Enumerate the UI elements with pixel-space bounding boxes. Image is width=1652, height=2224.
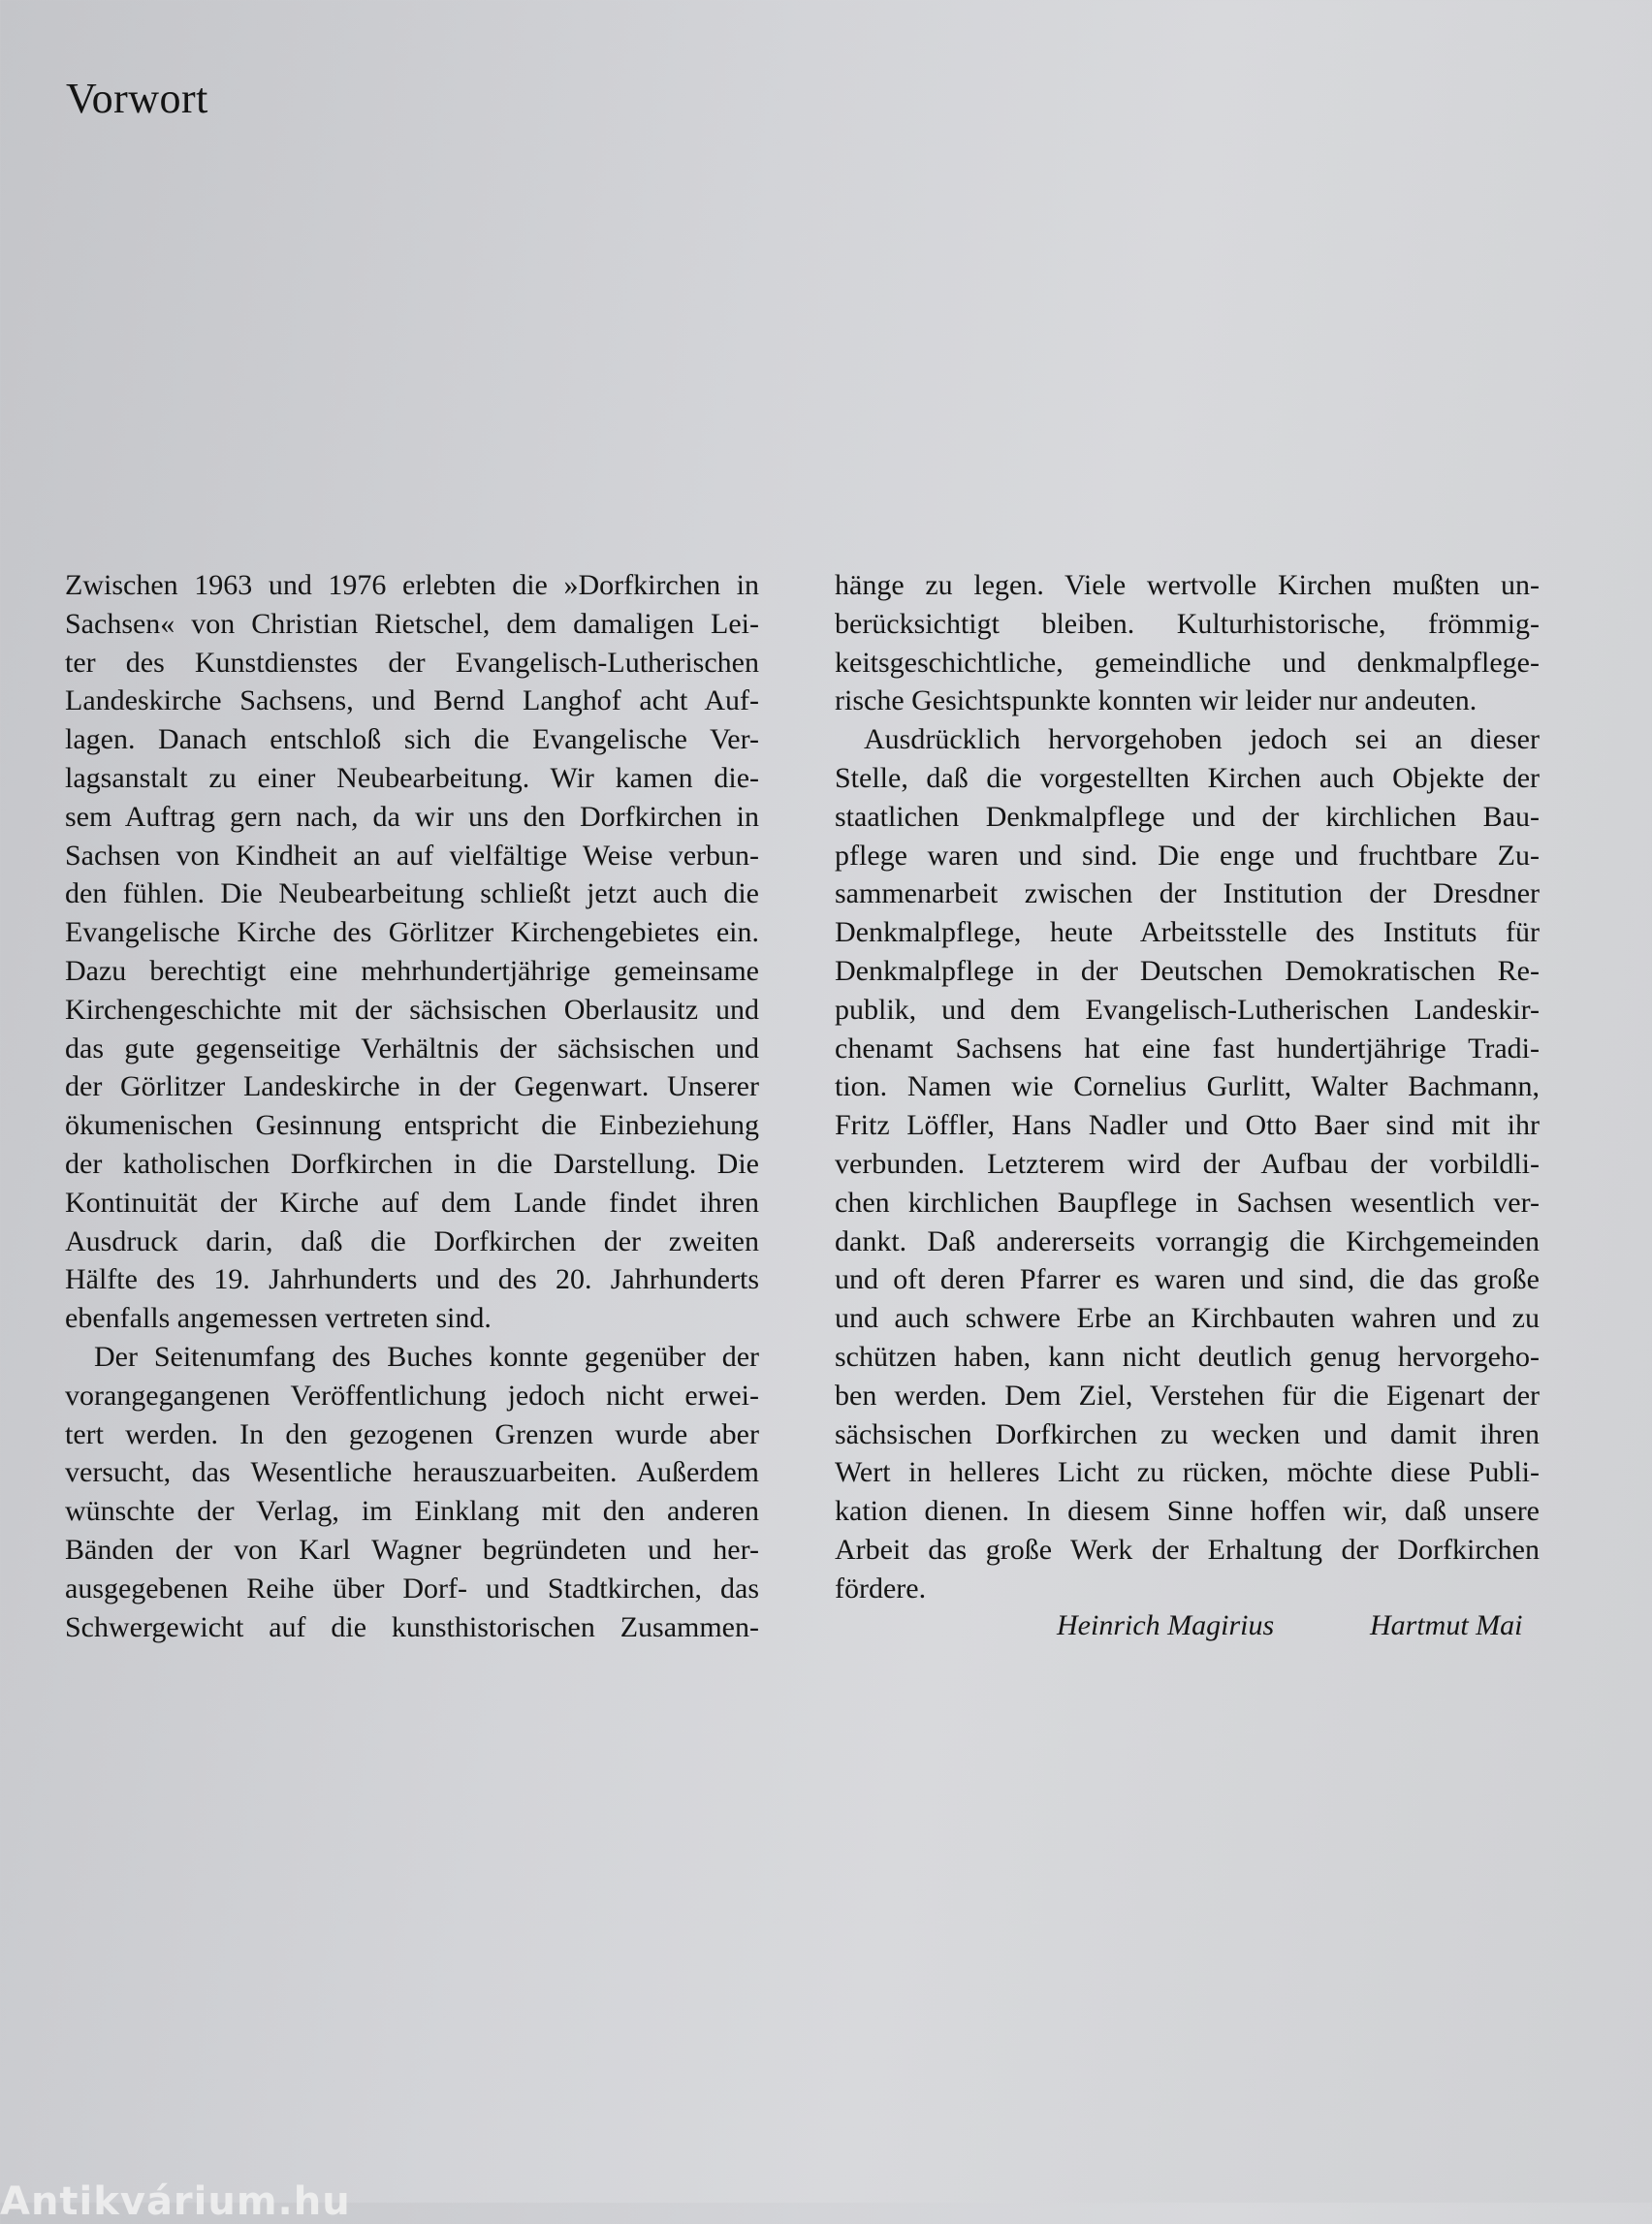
text-line: chenamt Sachsens hat eine fast hundertjährige Tradi-	[835, 1032, 1540, 1064]
text-line: sem Auftrag gern nach, da wir uns den Dorfkirchen in	[65, 800, 759, 833]
text-line: ben werden. Dem Ziel, Verstehen für die Eigenart der	[835, 1379, 1540, 1412]
text-line: verbunden. Letzterem wird der Aufbau der vorbildli-	[835, 1147, 1540, 1180]
text-line: keitsgeschichtliche, gemeindliche und denkmalpflege-	[835, 646, 1540, 679]
text-line: Hälfte des 19. Jahrhunderts und des 20. Jahrhunderts	[65, 1263, 759, 1296]
text-line: Kirchengeschichte mit der sächsischen Oberlausitz und	[65, 993, 759, 1026]
text-line: lagsanstalt zu einer Neubearbeitung. Wir kamen die-	[65, 761, 759, 794]
text-line: fördere.	[835, 1572, 927, 1604]
text-line: Stelle, daß die vorgestellten Kirchen auch Objekte der	[835, 761, 1540, 794]
right-text-column	[835, 566, 1540, 1608]
text-line: ter des Kunstdienstes der Evangelisch-Lutherischen	[65, 646, 759, 679]
text-line: chen kirchlichen Baupflege in Sachsen wesentlich ver-	[835, 1186, 1540, 1219]
text-line: kation dienen. In diesem Sinne hoffen wir, daß unsere	[835, 1495, 1540, 1528]
text-line: berücksichtigt bleiben. Kulturhistorische, frömmig-	[835, 607, 1540, 640]
text-line: tion. Namen wie Cornelius Gurlitt, Walter Bachmann,	[835, 1070, 1540, 1103]
watermark-logo: Antikvárium.hu	[0, 2179, 351, 2224]
text-line: Landeskirche Sachsens, und Bernd Langhof acht Auf-	[65, 684, 759, 717]
page-title: Vorwort	[66, 75, 208, 122]
text-line: dankt. Daß andererseits vorrangig die Kirchgemeinden	[835, 1224, 1540, 1257]
text-line: Kontinuität der Kirche auf dem Lande findet ihren	[65, 1186, 759, 1219]
text-line: versucht, das Wesentliche herauszuarbeiten. Außerdem	[65, 1456, 759, 1489]
text-line: der Görlitzer Landeskirche in der Gegenwart. Unserer	[65, 1070, 759, 1103]
text-line: wünschte der Verlag, im Einklang mit den anderen	[65, 1495, 759, 1528]
text-line: Denkmalpflege, heute Arbeitsstelle des Instituts für	[835, 916, 1540, 949]
text-line: der katholischen Dorfkirchen in die Darstellung. Die	[65, 1147, 759, 1180]
text-line: und auch schwere Erbe an Kirchbauten wahren und zu	[835, 1302, 1540, 1335]
text-line: sächsischen Dorfkirchen zu wecken und damit ihren	[835, 1417, 1540, 1450]
text-line: Sachsen von Kindheit an auf vielfältige Weise verbun-	[65, 839, 759, 872]
text-line: ausgegebenen Reihe über Dorf- und Stadtkirchen, das	[65, 1572, 759, 1604]
signature-magirius: Heinrich Magirius	[1057, 1609, 1275, 1641]
text-line: Wert in helleres Licht zu rücken, möchte diese Publi-	[835, 1456, 1540, 1489]
text-line: das gute gegenseitige Verhältnis der sächsischen und	[65, 1032, 759, 1064]
signature-mai: Hartmut Mai	[1370, 1609, 1523, 1641]
text-line: Evangelische Kirche des Görlitzer Kirchengebietes ein.	[65, 916, 759, 949]
text-line: Bänden der von Karl Wagner begründeten und her-	[65, 1533, 759, 1566]
text-line: pflege waren und sind. Die enge und fruchtbare Zu-	[835, 839, 1540, 872]
text-line: Arbeit das große Werk der Erhaltung der Dorfkirchen	[835, 1533, 1540, 1566]
text-line: publik, und dem Evangelisch-Lutherischen Landeskir-	[835, 993, 1540, 1026]
text-line: und oft deren Pfarrer es waren und sind, die das große	[835, 1263, 1540, 1296]
text-line: sammenarbeit zwischen der Institution der Dresdner	[835, 877, 1540, 910]
text-line: Ausdrücklich hervorgehoben jedoch sei an dieser	[864, 723, 1540, 756]
text-line: Zwischen 1963 und 1976 erlebten die »Dorfkirchen in	[65, 569, 759, 601]
text-line: ebenfalls angemessen vertreten sind.	[65, 1302, 492, 1335]
text-line: Ausdruck darin, daß die Dorfkirchen der zweiten	[65, 1224, 759, 1257]
text-line: Dazu berechtigt eine mehrhundertjährige gemeinsame	[65, 954, 759, 987]
text-line: lagen. Danach entschloß sich die Evangelische Ver-	[65, 723, 759, 756]
text-line: schützen haben, kann nicht deutlich genug hervorgeho-	[835, 1340, 1540, 1373]
text-line: ökumenischen Gesinnung entspricht die Einbeziehung	[65, 1109, 759, 1142]
text-line: den fühlen. Die Neubearbeitung schließt jetzt auch die	[65, 877, 759, 910]
text-line: Sachsen« von Christian Rietschel, dem damaligen Lei-	[65, 607, 759, 640]
text-line: Schwergewicht auf die kunsthistorischen Zusammen-	[65, 1610, 759, 1643]
text-line: Denkmalpflege in der Deutschen Demokratischen Re-	[835, 954, 1540, 987]
text-line: tert werden. In den gezogenen Grenzen wurde aber	[65, 1417, 759, 1450]
text-line: vorangegangenen Veröffentlichung jedoch nicht erwei-	[65, 1379, 759, 1412]
text-line: Fritz Löffler, Hans Nadler und Otto Baer sind mit ihr	[835, 1109, 1540, 1142]
text-line: staatlichen Denkmalpflege und der kirchlichen Bau-	[835, 800, 1540, 833]
text-line: Der Seitenumfang des Buches konnte gegenüber der	[94, 1340, 759, 1373]
left-text-column	[65, 566, 759, 1646]
text-line: hänge zu legen. Viele wertvolle Kirchen mußten un-	[835, 569, 1540, 601]
text-line: rische Gesichtspunkte konnten wir leider nur andeuten.	[835, 684, 1477, 717]
